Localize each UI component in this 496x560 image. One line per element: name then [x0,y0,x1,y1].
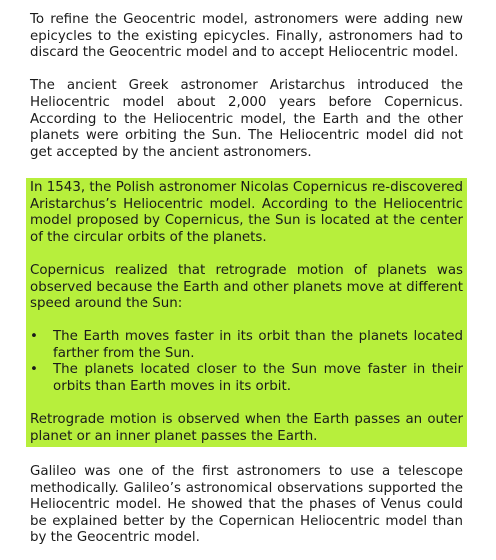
list-item-text: The planets located closer to the Sun move faster in their orbits than Earth moves in its orbit. [53,362,463,395]
bullet-list [30,329,463,395]
list-item-text: The Earth moves faster in its orbit than the planets located farther from the Sun. [53,329,463,361]
document-page [30,12,463,547]
paragraph-gap [30,246,463,263]
paragraph-gap [30,161,463,178]
paragraph-gap [30,313,463,330]
bullet-icon: • [30,362,38,378]
bullet-icon: • [30,329,38,345]
highlighted-section [26,178,467,448]
paragraph-copernicus: In 1543, the Polish astronomer Nicolas Copernicus re-discovered Aristarchus’s Heliocentric model. According to the Heliocentric model proposed by Copernicus, the Sun is located at the center of the circular orbits of the planets. [30,179,463,245]
list-item [30,362,463,395]
list-item [30,329,463,362]
paragraph-retrograde-observed: Retrograde motion is observed when the Earth passes an outer planet or an inner planet passes the Earth. [30,412,463,444]
paragraph-gap [30,396,463,413]
paragraph-gap [30,62,463,79]
paragraph-epicycles: To refine the Geocentric model, astronomers were adding new epicycles to the existing epicycles. Finally, astronomers had to discard the Geocentric model and to accept Heliocentric model. [30,12,463,61]
paragraph-aristarchus: The ancient Greek astronomer Aristarchus introduced the Heliocentric model about 2,000 years before Copernicus. According to the Heliocentric model, the Earth and the other planets were orbiting the Sun. The Heliocentric model did not get accepted by the ancient astronomers. [30,78,463,160]
paragraph-retrograde-intro: Copernicus realized that retrograde motion of planets was observed because the Earth and other planets move at different speed around the Sun: [30,262,463,312]
paragraph-gap [30,447,463,464]
paragraph-galileo: Galileo was one of the first astronomers to use a telescope methodically. Galileo’s astronomical observations supported the Heliocentric model. He showed that the phases of Venus could be explained better by the Copernican Heliocentric model than by the Geocentric model. [30,464,463,546]
